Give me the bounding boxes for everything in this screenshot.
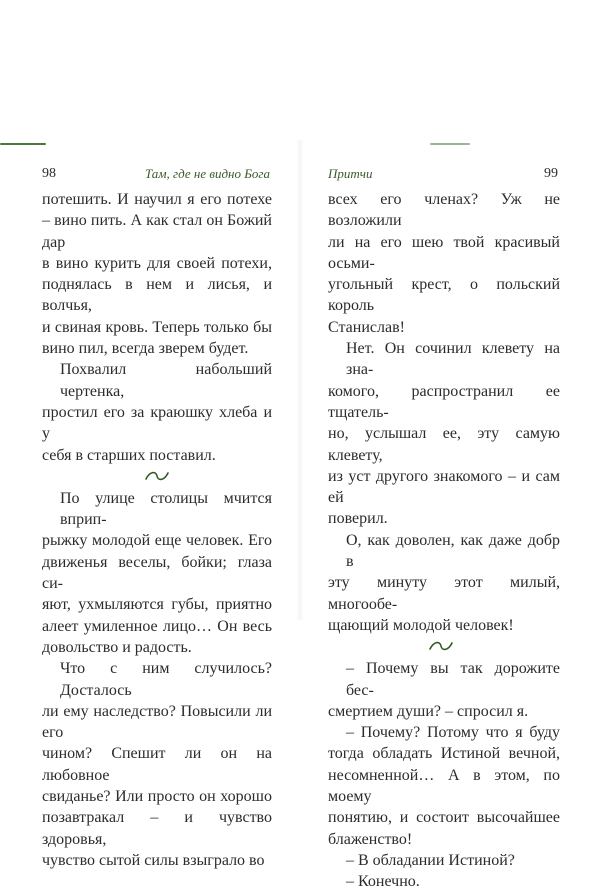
paragraph (328, 189, 560, 338)
text-line: поверил. (328, 510, 388, 528)
text-line: но, услышал ее, эту самую клевету, (328, 425, 560, 464)
text-line: алеет умиленное лицо… Он весь (42, 617, 272, 635)
text-line: рыжку молодой еще человек. Его (42, 532, 272, 550)
text-line: Что с ним случилось? Досталось (60, 660, 272, 699)
page-number: 98 (42, 166, 56, 181)
swirl-ornament-icon (428, 639, 454, 653)
top-edge-mark (0, 143, 46, 145)
text-line: довольство и радость. (42, 638, 192, 656)
paragraph (42, 658, 272, 871)
text-line: – Конечно. (346, 873, 420, 891)
text-line: смертием души? – спросил я. (328, 702, 529, 720)
right-page (300, 0, 600, 891)
paragraph (328, 722, 560, 850)
text-line: – Почему вы так дорожите бес- (346, 660, 560, 699)
paragraph (328, 530, 560, 636)
text-line: свиданье? Или просто он хорошо (42, 788, 272, 806)
text-line: блаженство! (328, 830, 413, 848)
text-line: эту минуту этот милый, многообе- (328, 574, 560, 613)
left-page-text (42, 189, 272, 871)
text-line: – Почему? Потому что я буду (346, 724, 560, 742)
text-line: яют, ухмыляются губы, приятно (42, 596, 272, 614)
text-line: О, как доволен, как даже добр в (346, 531, 560, 571)
paragraph (42, 189, 272, 359)
text-line: щающий молодой человек! (328, 616, 514, 634)
text-line: себя в старших поставил. (42, 446, 216, 464)
ornament (42, 466, 272, 488)
text-line: в вино курить для своей потехи, (42, 254, 272, 272)
text-line: Похвалил набольший чертенка, (60, 361, 272, 400)
text-line: позавтракал – и чувство здоровья, (42, 809, 272, 848)
paragraph (328, 658, 560, 722)
text-line: ли ему наследство? Повысили ли его (42, 702, 272, 742)
text-line: Нет. Он сочинил клевету на зна- (346, 340, 560, 379)
paragraph (42, 488, 272, 658)
text-line: движенья веселы, бойки; глаза си- (42, 553, 272, 593)
page-number: 99 (544, 166, 558, 181)
text-line: потешить. И научил я его потехе (42, 191, 272, 208)
text-line: несомненной… А в этом, по моему (328, 766, 560, 806)
text-line: – вино пить. А как стал он Божий дар (42, 212, 272, 251)
right-page-text (328, 189, 560, 893)
text-line: чувство сытой силы взыграло во (42, 851, 265, 869)
text-line: понятию, и состоит высочайшее (328, 809, 560, 827)
text-line: из уст другого знакомого – и сам ей (328, 467, 560, 507)
left-page (0, 0, 300, 869)
paragraph (328, 871, 560, 892)
top-edge-mark (430, 143, 470, 145)
text-line: тогда обладать Истиной вечной, (328, 745, 560, 763)
text-line: и свиная кровь. Теперь только бы (42, 318, 272, 336)
text-line: комого, распространил ее тщатель- (328, 382, 560, 421)
text-line: всех его членах? Уж не возложили (328, 191, 560, 230)
paragraph (328, 850, 560, 871)
text-line: – В обладании Истиной? (346, 851, 515, 869)
ornament (328, 636, 560, 658)
text-line: ли на его шею твой красивый осьми- (328, 233, 560, 272)
paragraph (328, 338, 560, 530)
text-line: Станислав! (328, 318, 405, 336)
text-line: По улице столицы мчится вприп- (60, 489, 272, 529)
paragraph (42, 359, 272, 465)
text-line: простил его за краюшку хлеба и у (42, 403, 272, 443)
swirl-ornament-icon (144, 469, 170, 483)
text-line: угольный крест, о польский король (328, 276, 560, 315)
text-line: поднялась в нем и лисья, и волчья, (42, 276, 272, 315)
running-title: Притчи (328, 166, 373, 181)
text-line: вино пил, всегда зверем будет. (42, 340, 249, 358)
text-line: чином? Спешит ли он на любовное (42, 745, 272, 784)
running-title: Там, где не видно Бога (144, 166, 270, 181)
